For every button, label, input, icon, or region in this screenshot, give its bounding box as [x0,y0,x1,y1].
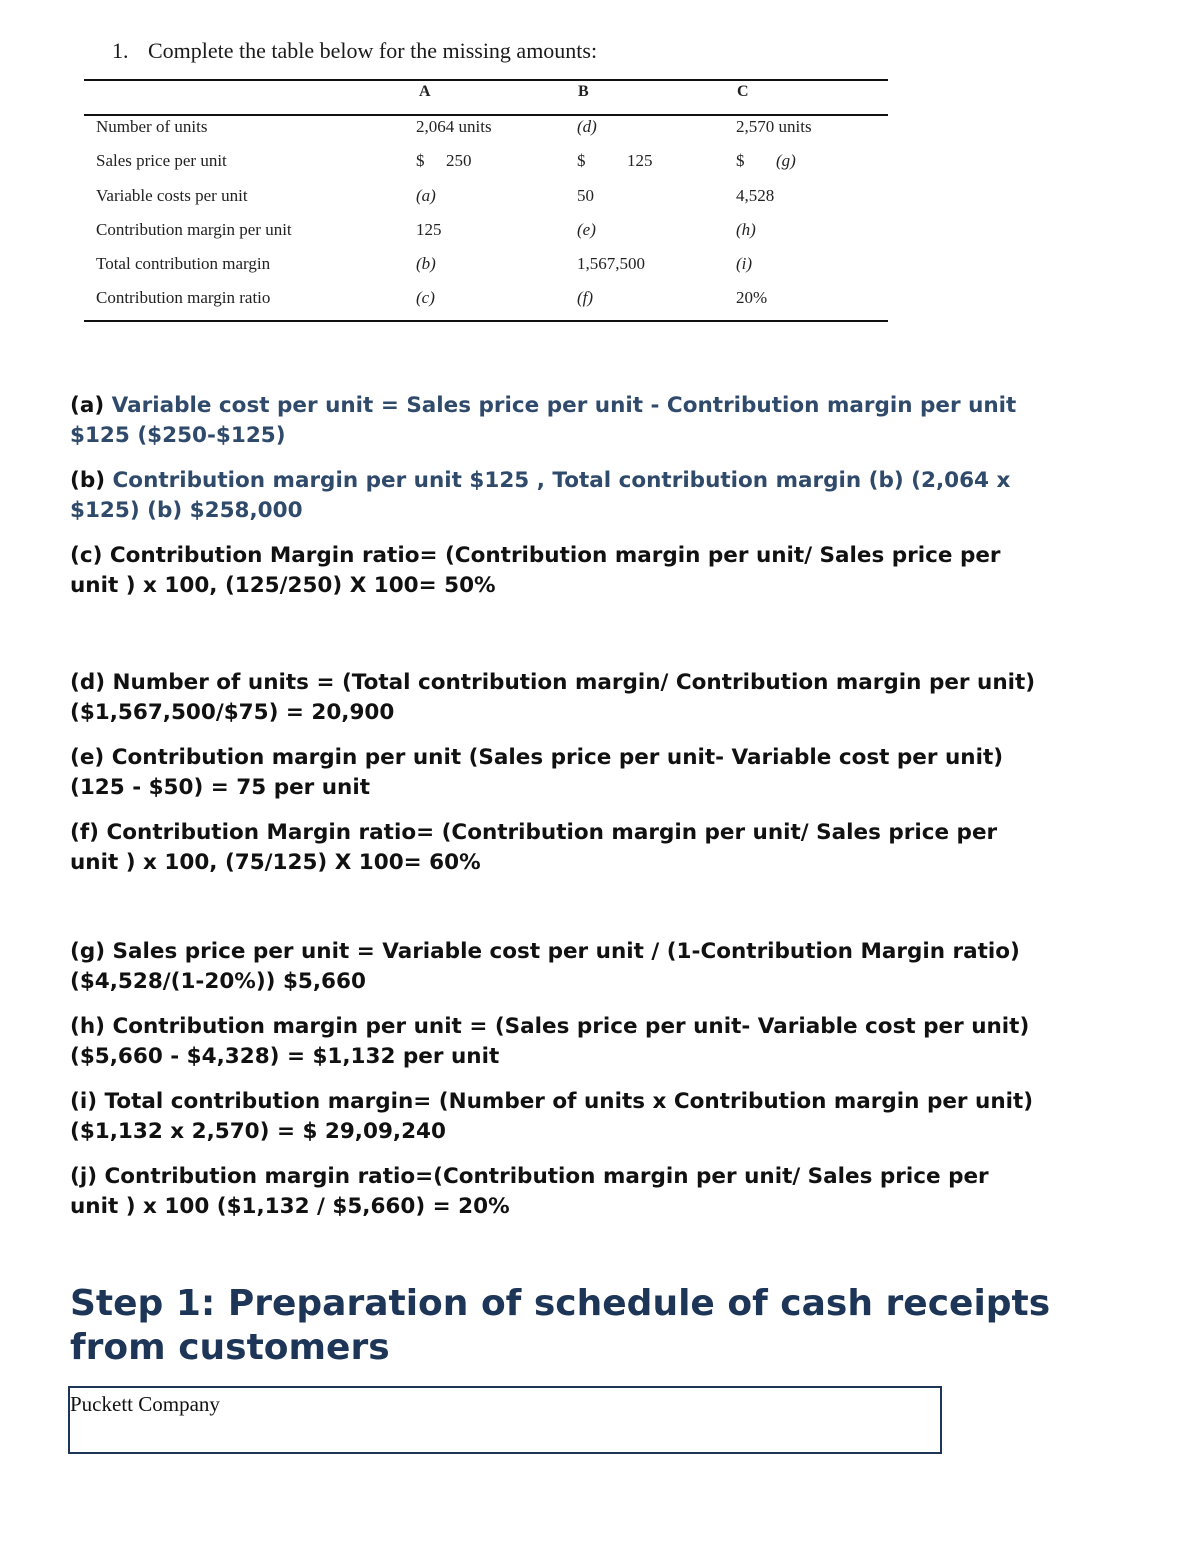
answer-g-line1: (g) Sales price per unit = Variable cost per unit / (1-Contribution Margin ratio) [70,939,1020,964]
answer-j [70,1162,1150,1222]
answer-e-line1: (e) Contribution margin per unit (Sales price per unit- Variable cost per unit) [70,745,1004,770]
question-text: Complete the table below for the missing amounts: [148,38,598,63]
answer-g [70,937,1150,997]
row-label-total-contribution-margin: Total contribution margin [96,254,271,273]
step-heading-line1: Step 1: Preparation of schedule of cash receipts [70,1283,1051,1324]
column-header-c: C [737,83,749,100]
cell-c-contribution-margin-ratio: 20% [736,288,768,307]
row-label-number-of-units: Number of units [96,117,208,136]
question-heading [112,38,597,64]
answer-c-line1: (c) Contribution Margin ratio= (Contribution margin per unit/ Sales price per [70,543,1001,568]
answer-e [70,743,1150,803]
cell-a-total-contribution-margin: (b) [416,254,436,273]
cell-a-sales-price-currency: $ [416,151,425,170]
answer-a-prefix: (a) [70,393,112,418]
answer-f-line2: unit ) x 100, (75/125) X 100= 60% [70,850,481,875]
row-label-contribution-margin-ratio: Contribution margin ratio [96,288,271,307]
cell-c-contribution-margin-per-unit: (h) [736,220,756,239]
answer-a [70,391,1150,451]
table-bottom-rule [84,320,888,322]
answer-b-line1: Contribution margin per unit $125 , Total contribution margin (b) (2,064 x [112,468,1011,493]
cell-b-number-of-units: (d) [577,117,597,136]
column-header-b: B [578,83,589,100]
answer-e-line2: (125 - $50) = 75 per unit [70,775,371,800]
company-name: Puckett Company [70,1392,220,1416]
answer-d-line2: ($1,567,500/$75) = 20,900 [70,700,395,725]
answer-i-line2: ($1,132 x 2,570) = $ 29,09,240 [70,1119,446,1144]
answer-b [70,466,1150,526]
row-label-variable-costs: Variable costs per unit [96,186,248,205]
cell-b-total-contribution-margin: 1,567,500 [577,254,645,273]
cell-c-variable-costs: 4,528 [736,186,775,205]
answer-h-line2: ($5,660 - $4,328) = $1,132 per unit [70,1044,500,1069]
column-header-a: A [419,83,431,100]
cell-a-contribution-margin-ratio: (c) [416,288,435,307]
cell-a-contribution-margin-per-unit: 125 [416,220,442,239]
answer-d [70,668,1150,728]
cell-b-contribution-margin-per-unit: (e) [577,220,596,239]
answer-j-line1: (j) Contribution margin ratio=(Contribution margin per unit/ Sales price per [70,1164,989,1189]
row-label-contribution-margin-per-unit: Contribution margin per unit [96,220,292,239]
company-text-box [68,1386,942,1454]
cell-c-sales-price-currency: $ [736,151,745,170]
row-label-sales-price: Sales price per unit [96,151,227,170]
answer-h [70,1012,1150,1072]
cell-b-sales-price: 125 [627,151,653,170]
cell-c-sales-price: (g) [776,151,796,170]
answer-c [70,541,1150,601]
answer-b-line2: $125) (b) $258,000 [70,498,303,523]
cell-b-contribution-margin-ratio: (f) [577,288,594,307]
step-heading-line2: from customers [70,1327,390,1368]
answer-a-line1: Variable cost per unit = Sales price per unit - Contribution margin per unit [111,393,1017,418]
table-top-rule [84,79,888,81]
answer-i [70,1087,1150,1147]
answer-f [70,818,1150,878]
cell-b-sales-price-currency: $ [577,151,586,170]
answer-c-line2: unit ) x 100, (125/250) X 100= 50% [70,573,496,598]
table-header-rule [84,114,888,116]
cell-c-number-of-units: 2,570 units [736,117,812,136]
cell-b-variable-costs: 50 [577,186,594,205]
cell-c-total-contribution-margin: (i) [736,254,753,273]
step-heading [70,1282,1150,1370]
answer-a-line2: $125 ($250-$125) [70,423,286,448]
answer-d-line1: (d) Number of units = (Total contribution margin/ Contribution margin per unit) [70,670,1036,695]
answer-f-line1: (f) Contribution Margin ratio= (Contribution margin per unit/ Sales price per [70,820,998,845]
cell-a-variable-costs: (a) [416,186,436,205]
question-number: 1. [112,38,129,63]
cell-a-sales-price: 250 [446,151,472,170]
answer-h-line1: (h) Contribution margin per unit = (Sales price per unit- Variable cost per unit) [70,1014,1030,1039]
answer-j-line2: unit ) x 100 ($1,132 / $5,660) = 20% [70,1194,510,1219]
answer-g-line2: ($4,528/(1-20%)) $5,660 [70,969,366,994]
answer-b-prefix: (b) [70,468,113,493]
answer-i-line1: (i) Total contribution margin= (Number of units x Contribution margin per unit) [70,1089,1034,1114]
cell-a-number-of-units: 2,064 units [416,117,492,136]
